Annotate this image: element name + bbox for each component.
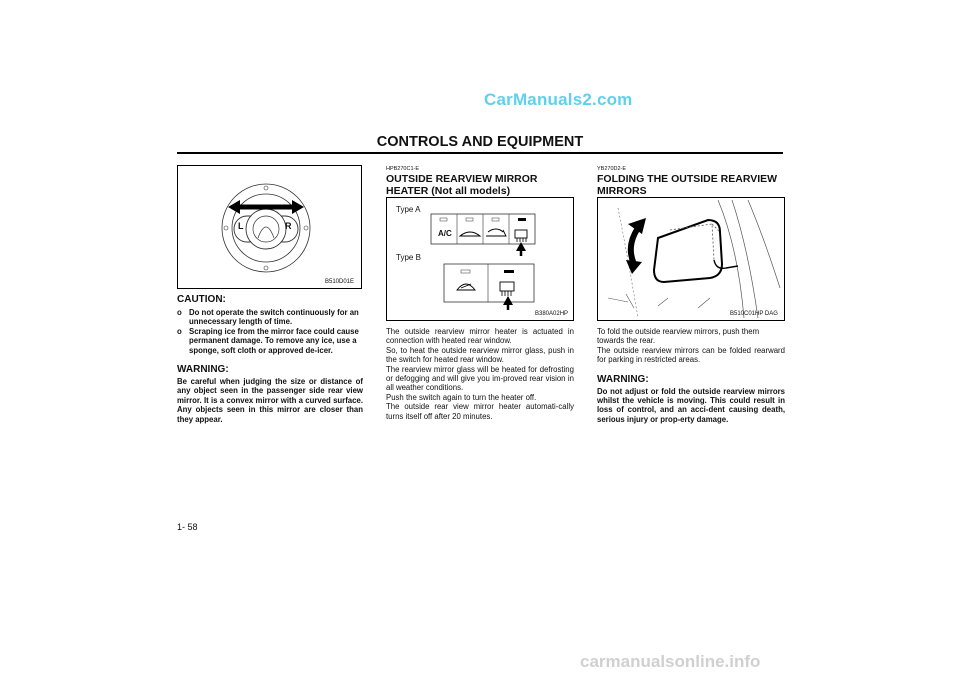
folding-mirror-illustration	[598, 198, 784, 320]
figure-code: B510C01HP DAG	[730, 311, 778, 317]
heater-section	[386, 166, 576, 197]
page-number: 1- 58	[177, 522, 198, 532]
folding-section	[597, 166, 787, 197]
mirror-switch-figure	[177, 165, 362, 289]
section-code: HPB270C1-E	[386, 166, 420, 172]
paragraph: The outside rearview mirror heater is actuated in connection with heated rear window.	[386, 327, 574, 346]
watermark-bottom: carmanualsonline.info	[580, 652, 761, 671]
warning-text: Do not adjust or fold the outside rearview mirrors whilst the vehicle is moving. This could result in loss of control, and an acci-dent causing death, serious injury or prop-erty damage.	[597, 386, 785, 424]
heater-switch-figure	[386, 197, 574, 321]
folding-mirror-figure	[597, 197, 785, 321]
page-header: CONTROLS AND EQUIPMENT	[376, 134, 584, 150]
paragraph: To fold the outside rearview mirrors, push them towards the rear.	[597, 327, 760, 346]
folding-body	[597, 327, 785, 424]
section-title-line2: HEATER (Not all models)	[386, 184, 511, 197]
bullet: o	[177, 326, 182, 336]
caution-block	[177, 294, 363, 424]
paragraph: Push the switch again to turn the heater off.	[386, 392, 537, 402]
knob-label-left: L	[238, 221, 244, 231]
type-b-label: Type B	[396, 253, 421, 262]
type-a-label: Type A	[396, 205, 421, 214]
caution-text: Do not operate the switch continuously for an unnecessary length of time.	[189, 308, 359, 327]
section-code: YB270D2-E	[597, 166, 627, 172]
heater-switch-illustration	[387, 198, 573, 320]
paragraph: So, to heat the outside rearview mirror glass, push in the switch for heated rear window.	[386, 345, 574, 365]
section-title-line2: MIRRORS	[597, 184, 647, 197]
section-title-line1: FOLDING THE OUTSIDE REARVIEW	[597, 173, 778, 185]
figure-code: B380A02HP	[535, 311, 569, 317]
paragraph: The outside rear view mirror heater automati-cally turns itself off after 20 minutes.	[386, 402, 574, 421]
warning-title: WARNING:	[177, 364, 229, 376]
section-title-line1: OUTSIDE REARVIEW MIRROR	[386, 173, 538, 185]
paragraph: The rearview mirror glass will be heated for defrosting or defogging and will give you im-proved rear vision in all weather conditions.	[386, 364, 574, 393]
figure-code: B510D01E	[325, 279, 355, 285]
caution-title: CAUTION:	[177, 294, 226, 305]
paragraph: The outside rearview mirrors can be folded rearward for parking in restricted areas.	[597, 345, 785, 365]
caution-item	[177, 327, 363, 355]
ac-label: A/C	[438, 229, 452, 238]
warning-text: Be careful when judging the size or distance of any object seen in the passenger side rear view mirror. It is a convex mirror with a curved surface. Any objects seen in this mirror are closer than they appear.	[177, 377, 363, 424]
watermark-top: CarManuals2.com	[484, 90, 633, 109]
caution-item	[177, 308, 363, 327]
heater-body	[386, 327, 574, 421]
knob-label-right: R	[285, 221, 292, 231]
warning-title: WARNING:	[597, 373, 649, 385]
mirror-switch-illustration	[178, 166, 361, 288]
header-rule	[177, 152, 783, 154]
caution-text: Scraping ice from the mirror face could cause permanent damage. To remove any ice, use a sponge, soft cloth or approved de-icer.	[189, 326, 359, 355]
bullet: o	[177, 308, 182, 317]
